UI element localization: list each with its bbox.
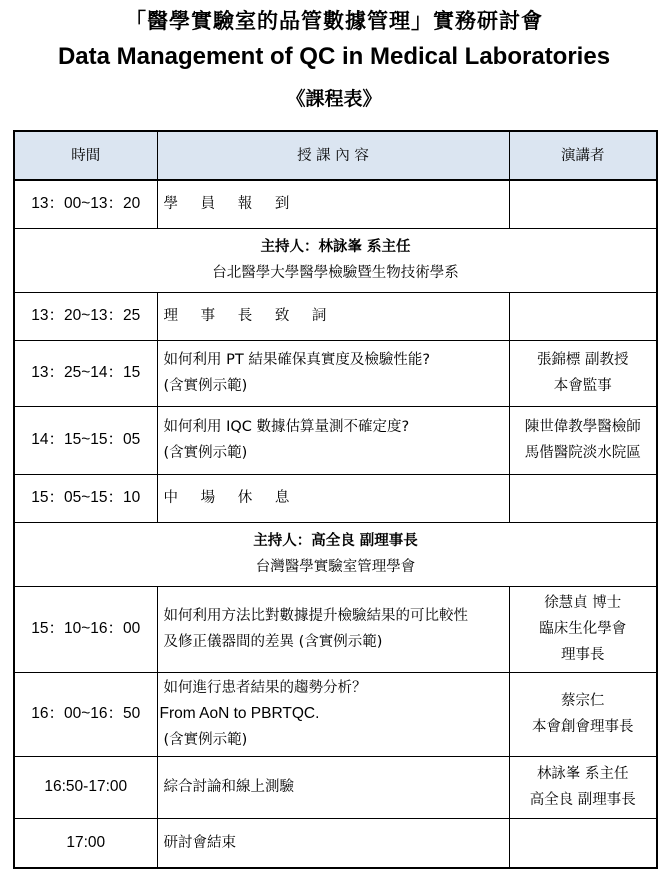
table-row [14,340,657,406]
speaker-line: 蔡宗仁 [561,693,605,709]
column-header-time: 時間 [14,131,157,180]
session-speaker [509,586,657,672]
table-row [14,474,657,522]
session-content-line: (含實例示範) [163,445,248,461]
speaker-line: 高全良 副理事長 [529,792,636,808]
session-content: 研討會結束 [157,818,509,868]
host-row [14,522,657,586]
session-time: 13：25~14：15 [14,340,157,406]
session-content-line: 如何利用 IQC 數據估算量測不確定度? [163,419,410,435]
speaker-line: 本會創會理事長 [532,719,634,735]
session-content: 中 場 休 息 [157,474,509,522]
table-row [14,756,657,818]
speaker-line: 理事長 [561,647,605,663]
session-speaker [509,818,657,868]
speaker-line: 臨床生化學會 [539,621,627,637]
speaker-line: 馬偕醫院淡水院區 [524,445,641,461]
host-cell [14,228,657,292]
session-time: 16：00~16：50 [14,672,157,756]
host-affiliation: 台灣醫學實驗室管理學會 [255,559,416,575]
table-row [14,180,657,228]
session-content-line: 如何進行患者結果的趨勢分析？ [163,680,367,696]
session-content-line: 如何利用 PT 結果確保真實度及檢驗性能? [163,352,431,368]
host-name: 主持人：林詠峯 系主任 [260,239,411,255]
session-content-line: 如何利用方法比對數據提升檢驗結果的可比較性 [163,608,468,624]
host-cell [14,522,657,586]
session-speaker [509,756,657,818]
speaker-line: 林詠峯 系主任 [536,766,629,782]
session-time: 15：05~15：10 [14,474,157,522]
page-title-english: Data Management of QC in Medical Laboratories [57,43,611,70]
session-speaker [509,406,657,474]
session-speaker [509,672,657,756]
session-time: 14：15~15：05 [14,406,157,474]
table-row [14,586,657,672]
table-row [14,292,657,340]
session-time: 13：20~13：25 [14,292,157,340]
session-content-line: From AoN to PBRTQC. [159,705,320,722]
session-content-line: 及修正儀器間的差異 (含實例示範) [163,634,383,650]
page-subtitle: 《課程表》 [286,88,382,110]
session-content-line: (含實例示範) [163,732,248,748]
session-time: 16:50-17:00 [14,756,157,818]
table-header-row [14,131,657,180]
host-name: 主持人：高全良 副理事長 [253,533,418,549]
session-content [157,406,509,474]
session-content: 理 事 長 致 詞 [157,292,509,340]
session-time: 13：00~13：20 [14,180,157,228]
table-row [14,818,657,868]
session-speaker [509,292,657,340]
table-row [14,672,657,756]
speaker-line: 張錦標 副教授 [536,352,629,368]
session-speaker [509,340,657,406]
session-speaker [509,180,657,228]
session-content [157,340,509,406]
speaker-line: 徐慧貞 博士 [544,595,622,611]
page-title: 「醫學實驗室的品管數據管理」實務研討會 [125,9,543,33]
host-affiliation: 台北醫學大學醫學檢驗暨生物技術學系 [212,265,459,281]
column-header-content: 授 課 內 容 [157,131,509,180]
session-content [157,586,509,672]
session-time: 17:00 [14,818,157,868]
session-content: 學 員 報 到 [157,180,509,228]
session-content-line: (含實例示範) [163,378,248,394]
session-content: 綜合討論和線上測驗 [157,756,509,818]
speaker-line: 本會監事 [553,378,612,394]
schedule-table [13,130,658,869]
session-time: 15：10~16：00 [14,586,157,672]
session-speaker [509,474,657,522]
table-row [14,406,657,474]
host-row [14,228,657,292]
session-content [157,672,509,756]
column-header-speaker: 演講者 [509,131,657,180]
speaker-line: 陳世偉教學醫檢師 [524,419,641,435]
